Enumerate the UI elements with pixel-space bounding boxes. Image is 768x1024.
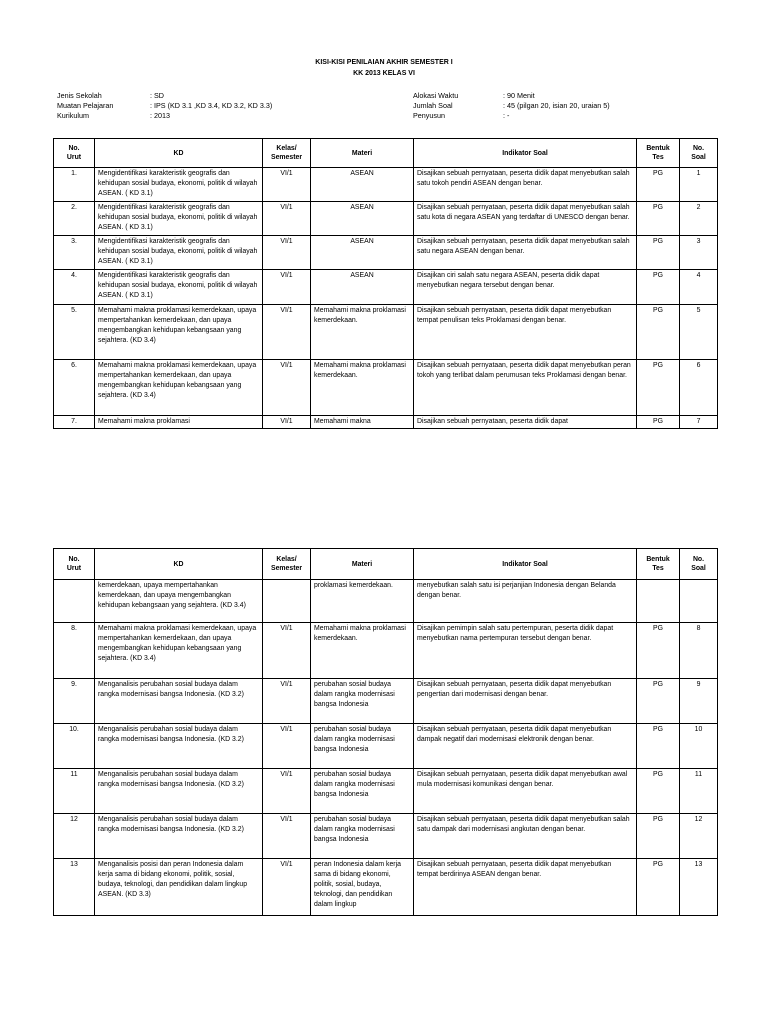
- indikator-cell: menyebutkan salah satu isi perjanjian Indonesia dengan Belanda dengan benar.: [414, 580, 637, 623]
- kelas-cell: VI/1: [263, 305, 311, 360]
- soal-number-cell: 6: [680, 360, 718, 416]
- header-kelas-semester: Kelas/ Semester: [263, 549, 311, 580]
- row-number: 12: [54, 814, 95, 859]
- row-number: 2.: [54, 202, 95, 236]
- meta-row: [413, 91, 610, 101]
- soal-number-cell: 5: [680, 305, 718, 360]
- header-kelas-semester: Kelas/ Semester: [263, 139, 311, 168]
- header-materi: Materi: [311, 549, 414, 580]
- kd-cell: Menganalisis posisi dan peran Indonesia dalam kerja sama di bidang ekonomi, politik, sosial, budaya, teknologi, dan pendidikan dalam lingkup ASEAN. (KD 3.3): [95, 859, 263, 916]
- indikator-cell: Disajikan sebuah pernyataan, peserta didik dapat menyebutkan salah satu tokoh pendiri ASEAN dengan benar.: [414, 168, 637, 202]
- row-number: 6.: [54, 360, 95, 416]
- materi-cell: perubahan sosial budaya dalam rangka modernisasi bangsa Indonesia: [311, 814, 414, 859]
- indikator-cell: Disajikan sebuah pernyataan, peserta didik dapat menyebutkan tempat berdirinya ASEAN dengan benar.: [414, 859, 637, 916]
- kd-cell: Mengidentifikasi karakteristik geografis dan kehidupan sosial budaya, ekonomi, politik di wilayah ASEAN. ( KD 3.1): [95, 202, 263, 236]
- table-row: [54, 236, 718, 270]
- row-number: 13: [54, 859, 95, 916]
- kelas-cell: VI/1: [263, 724, 311, 769]
- materi-cell: perubahan sosial budaya dalam rangka modernisasi bangsa Indonesia: [311, 724, 414, 769]
- materi-cell: perubahan sosial budaya dalam rangka modernisasi bangsa Indonesia: [311, 769, 414, 814]
- soal-number-cell: 7: [680, 416, 718, 429]
- kelas-cell: VI/1: [263, 679, 311, 724]
- header-no-urut: No. Urut: [54, 139, 95, 168]
- kd-cell: Menganalisis perubahan sosial budaya dalam rangka modernisasi bangsa Indonesia. (KD 3.2): [95, 679, 263, 724]
- soal-number-cell: 11: [680, 769, 718, 814]
- bentuk-cell: PG: [637, 859, 680, 916]
- soal-number-cell: 9: [680, 679, 718, 724]
- kisi-kisi-table-part-2: [53, 548, 718, 916]
- kelas-cell: VI/1: [263, 416, 311, 429]
- table-row: [54, 769, 718, 814]
- bentuk-cell: PG: [637, 202, 680, 236]
- meta-value: : IPS (KD 3.1 ,KD 3.4, KD 3.2, KD 3.3): [150, 101, 273, 110]
- row-number: 4.: [54, 270, 95, 305]
- indikator-cell: Disajikan ciri salah satu negara ASEAN, peserta didik dapat menyebutkan negara tersebut dengan benar.: [414, 270, 637, 305]
- meta-value: : SD: [150, 91, 164, 100]
- indikator-cell: Disajikan sebuah pernyataan, peserta didik dapat menyebutkan salah satu kota di negara ASEAN yang terdaftar di UNESCO dengan benar.: [414, 202, 637, 236]
- kelas-cell: VI/1: [263, 168, 311, 202]
- soal-number-cell: 3: [680, 236, 718, 270]
- meta-label: Alokasi Waktu: [413, 91, 459, 100]
- kelas-cell: VI/1: [263, 769, 311, 814]
- kd-cell: Mengidentifikasi karakteristik geografis dan kehidupan sosial budaya, ekonomi, politik di wilayah ASEAN. ( KD 3.1): [95, 270, 263, 305]
- header-no-urut: No. Urut: [54, 549, 95, 580]
- materi-cell: ASEAN: [311, 168, 414, 202]
- bentuk-cell: [637, 580, 680, 623]
- header-bentuk-tes: Bentuk Tes: [637, 549, 680, 580]
- bentuk-cell: PG: [637, 814, 680, 859]
- document-subtitle: KK 2013 KELAS VI: [353, 70, 415, 77]
- table-row: [54, 679, 718, 724]
- row-number: 11: [54, 769, 95, 814]
- bentuk-cell: PG: [637, 270, 680, 305]
- indikator-cell: Disajikan sebuah pernyataan, peserta didik dapat menyebutkan pengertian dari modernisasi dengan benar.: [414, 679, 637, 724]
- materi-cell: Memahami makna: [311, 416, 414, 429]
- soal-number-cell: 10: [680, 724, 718, 769]
- meta-value: : -: [503, 111, 510, 120]
- kd-cell: Memahami makna proklamasi kemerdekaan, upaya mempertahankan kemerdekaan, dan upaya mengembangkan kehidupan kebangsaan yang sejahtera. (KD 3.4): [95, 623, 263, 679]
- kelas-cell: VI/1: [263, 814, 311, 859]
- meta-label: Jenis Sekolah: [57, 91, 102, 100]
- soal-number-cell: 2: [680, 202, 718, 236]
- kelas-cell: VI/1: [263, 360, 311, 416]
- meta-value: : 45 (pilgan 20, isian 20, uraian 5): [503, 101, 610, 110]
- row-number: 9.: [54, 679, 95, 724]
- meta-label: Muatan Pelajaran: [57, 101, 114, 110]
- bentuk-cell: PG: [637, 305, 680, 360]
- meta-value: : 2013: [150, 111, 170, 120]
- materi-cell: perubahan sosial budaya dalam rangka modernisasi bangsa Indonesia: [311, 679, 414, 724]
- kd-cell: Mengidentifikasi karakteristik geografis dan kehidupan sosial budaya, ekonomi, politik di wilayah ASEAN. ( KD 3.1): [95, 168, 263, 202]
- bentuk-cell: PG: [637, 360, 680, 416]
- kelas-cell: VI/1: [263, 236, 311, 270]
- soal-number-cell: 4: [680, 270, 718, 305]
- table-row: [54, 859, 718, 916]
- soal-number-cell: 12: [680, 814, 718, 859]
- kd-cell: kemerdekaan, upaya mempertahankan kemerdekaan, dan upaya mengembangkan kehidupan kebangsaan yang sejahtera. (KD 3.4): [95, 580, 263, 623]
- row-number: 8.: [54, 623, 95, 679]
- indikator-cell: Disajikan sebuah pernyataan, peserta didik dapat menyebutkan peran tokoh yang terlibat dalam perumusan teks Proklamasi dengan benar.: [414, 360, 637, 416]
- materi-cell: Memahami makna proklamasi kemerdekaan.: [311, 360, 414, 416]
- row-number: 7.: [54, 416, 95, 429]
- kd-cell: Memahami makna proklamasi kemerdekaan, upaya mempertahankan kemerdekaan, dan upaya mengembangkan kehidupan kebangsaan yang sejahtera. (KD 3.4): [95, 360, 263, 416]
- table-row: [54, 814, 718, 859]
- materi-cell: proklamasi kemerdekaan.: [311, 580, 414, 623]
- header-indikator-soal: Indikator Soal: [414, 139, 637, 168]
- row-number: 3.: [54, 236, 95, 270]
- meta-row: [413, 111, 610, 121]
- materi-cell: ASEAN: [311, 236, 414, 270]
- header-no-soal: No. Soal: [680, 139, 718, 168]
- header-materi: Materi: [311, 139, 414, 168]
- row-number: [54, 580, 95, 623]
- indikator-cell: Disajikan pemimpin salah satu pertempuran, peserta didik dapat menyebutkan nama pertempuran tersebut dengan benar.: [414, 623, 637, 679]
- header-kd: KD: [95, 549, 263, 580]
- document-title: KISI-KISI PENILAIAN AKHIR SEMESTER I: [315, 59, 453, 66]
- table-row: [54, 305, 718, 360]
- header-bentuk-tes: Bentuk Tes: [637, 139, 680, 168]
- meta-row: [57, 101, 272, 111]
- table-row: [54, 623, 718, 679]
- table-row: [54, 202, 718, 236]
- meta-label: Jumlah Soal: [413, 101, 453, 110]
- soal-number-cell: 13: [680, 859, 718, 916]
- kd-cell: Menganalisis perubahan sosial budaya dalam rangka modernisasi bangsa Indonesia. (KD 3.2): [95, 814, 263, 859]
- bentuk-cell: PG: [637, 236, 680, 270]
- table-header-row: [54, 139, 718, 168]
- soal-number-cell: 1: [680, 168, 718, 202]
- kd-cell: Menganalisis perubahan sosial budaya dalam rangka modernisasi bangsa Indonesia. (KD 3.2): [95, 724, 263, 769]
- table-row: [54, 270, 718, 305]
- table-row: [54, 360, 718, 416]
- kelas-cell: [263, 580, 311, 623]
- right-meta-block: [413, 91, 610, 121]
- meta-label: Kurikulum: [57, 111, 89, 120]
- meta-row: [57, 91, 272, 101]
- indikator-cell: Disajikan sebuah pernyataan, peserta didik dapat menyebutkan tempat penulisan teks Proklamasi dengan benar.: [414, 305, 637, 360]
- bentuk-cell: PG: [637, 769, 680, 814]
- indikator-cell: Disajikan sebuah pernyataan, peserta didik dapat menyebutkan salah satu negara ASEAN dengan benar.: [414, 236, 637, 270]
- bentuk-cell: PG: [637, 724, 680, 769]
- table-row: [54, 580, 718, 623]
- materi-cell: Memahami makna proklamasi kemerdekaan.: [311, 623, 414, 679]
- table-row: [54, 168, 718, 202]
- soal-number-cell: 8: [680, 623, 718, 679]
- materi-cell: ASEAN: [311, 270, 414, 305]
- materi-cell: Memahami makna proklamasi kemerdekaan.: [311, 305, 414, 360]
- row-number: 10.: [54, 724, 95, 769]
- indikator-cell: Disajikan sebuah pernyataan, peserta didik dapat: [414, 416, 637, 429]
- kelas-cell: VI/1: [263, 202, 311, 236]
- kd-cell: Memahami makna proklamasi: [95, 416, 263, 429]
- indikator-cell: Disajikan sebuah pernyataan, peserta didik dapat menyebutkan dampak negatif dari modernisasi elektronik dengan benar.: [414, 724, 637, 769]
- indikator-cell: Disajikan sebuah pernyataan, peserta didik dapat menyebutkan awal mula modernisasi komunikasi dengan benar.: [414, 769, 637, 814]
- meta-value: : 90 Menit: [503, 91, 535, 100]
- table-row: [54, 724, 718, 769]
- meta-label: Penyusun: [413, 111, 445, 120]
- kd-cell: Menganalisis perubahan sosial budaya dalam rangka modernisasi bangsa Indonesia. (KD 3.2): [95, 769, 263, 814]
- meta-row: [57, 111, 272, 121]
- header-kd: KD: [95, 139, 263, 168]
- table-row: [54, 416, 718, 429]
- kisi-kisi-table-part-1: [53, 138, 718, 429]
- bentuk-cell: PG: [637, 168, 680, 202]
- bentuk-cell: PG: [637, 679, 680, 724]
- header-no-soal: No. Soal: [680, 549, 718, 580]
- kelas-cell: VI/1: [263, 270, 311, 305]
- soal-number-cell: [680, 580, 718, 623]
- kelas-cell: VI/1: [263, 859, 311, 916]
- bentuk-cell: PG: [637, 623, 680, 679]
- kd-cell: Mengidentifikasi karakteristik geografis dan kehidupan sosial budaya, ekonomi, politik di wilayah ASEAN. ( KD 3.1): [95, 236, 263, 270]
- table-header-row: [54, 549, 718, 580]
- kelas-cell: VI/1: [263, 623, 311, 679]
- row-number: 5.: [54, 305, 95, 360]
- materi-cell: ASEAN: [311, 202, 414, 236]
- bentuk-cell: PG: [637, 416, 680, 429]
- materi-cell: peran Indonesia dalam kerja sama di bidang ekonomi, politik, sosial, budaya, teknologi, dan pendidikan dalam lingkup: [311, 859, 414, 916]
- meta-row: [413, 101, 610, 111]
- left-meta-block: [57, 91, 272, 121]
- header-indikator-soal: Indikator Soal: [414, 549, 637, 580]
- row-number: 1.: [54, 168, 95, 202]
- kd-cell: Memahami makna proklamasi kemerdekaan, upaya mempertahankan kemerdekaan, dan upaya mengembangkan kehidupan kebangsaan yang sejahtera. (KD 3.4): [95, 305, 263, 360]
- indikator-cell: Disajikan sebuah pernyataan, peserta didik dapat menyebutkan salah satu dampak dari modernisasi angkutan dengan benar.: [414, 814, 637, 859]
